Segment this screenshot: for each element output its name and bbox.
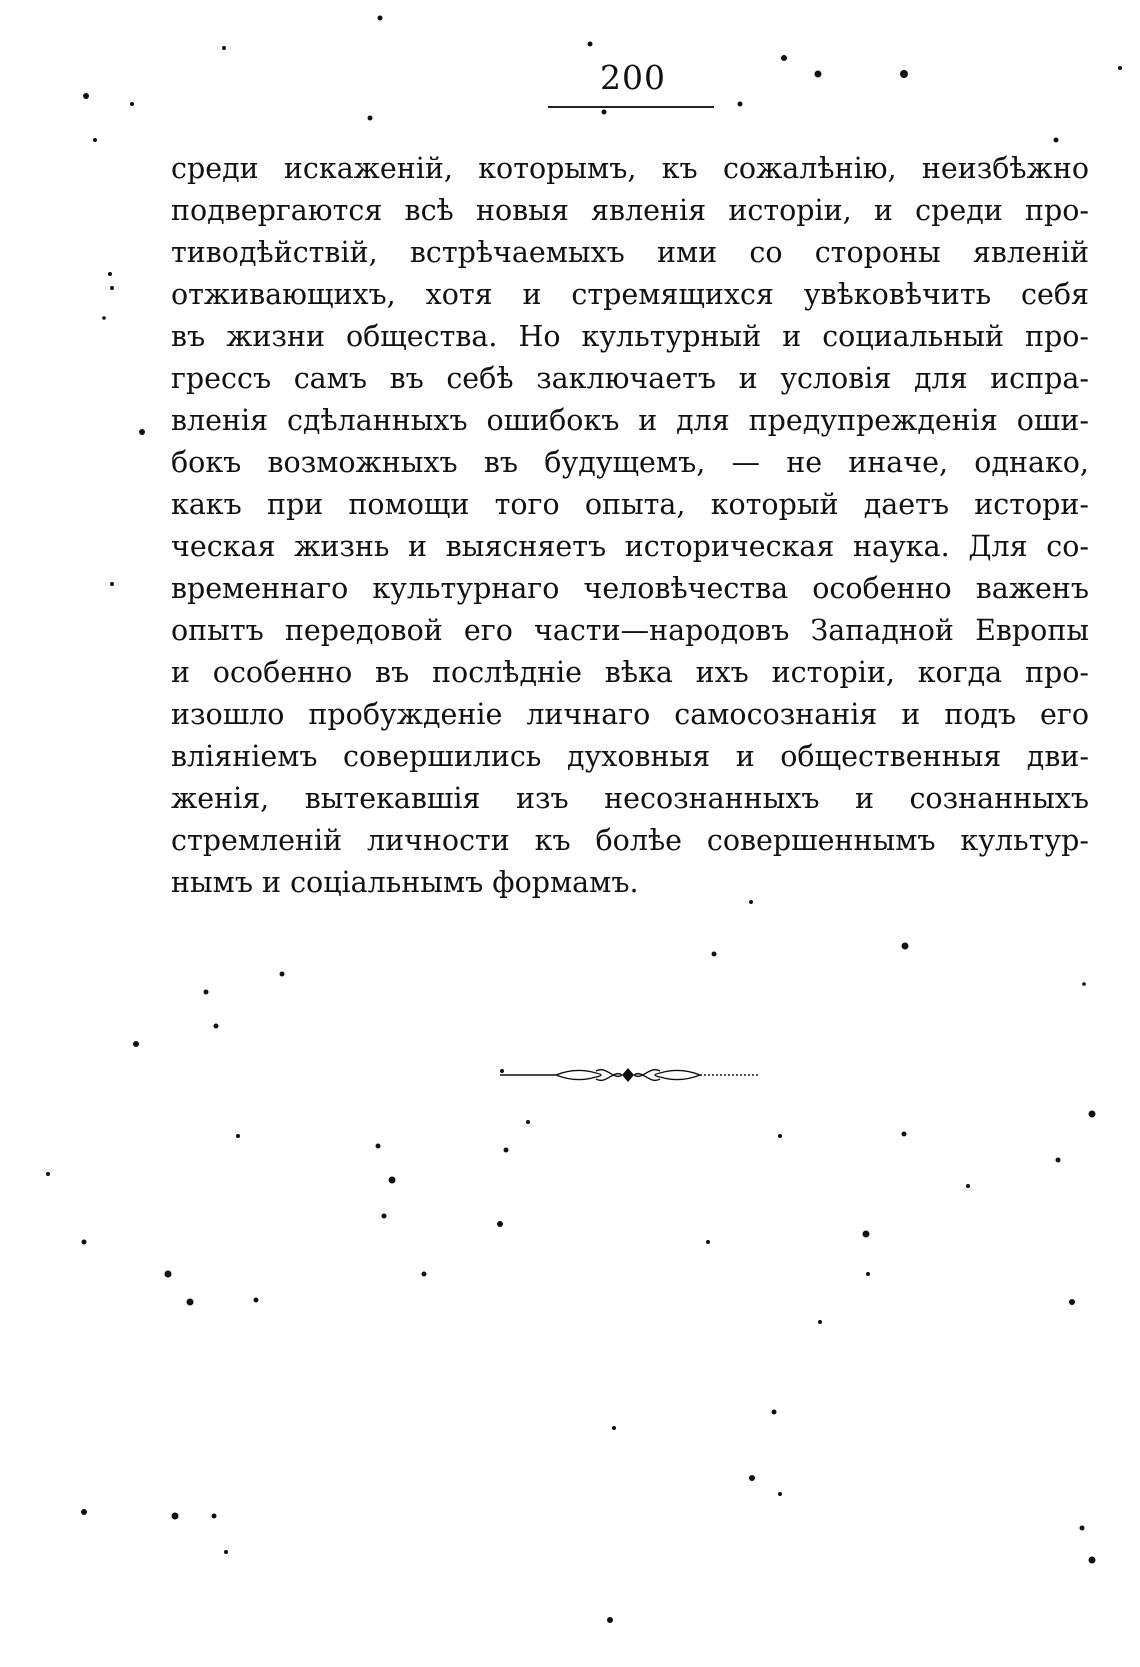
decorative-tailpiece-icon	[496, 1061, 760, 1089]
text-line: отживающихъ, хотя и стремящихся увѣковѣчить себя	[171, 278, 1089, 311]
text-line: временнаго культурнаго человѣчества особенно важенъ	[171, 572, 1089, 605]
text-line: опытъ передовой его части—народовъ Западной Европы	[171, 614, 1089, 647]
text-line: въ жизни общества. Но культурный и социальный про-	[171, 320, 1089, 353]
header-rule	[548, 106, 714, 108]
text-line: изошло пробужденіе личнаго самосознанія и подъ его	[171, 698, 1089, 731]
text-line: стремленій личности къ болѣе совершеннымъ культур-	[171, 824, 1089, 857]
text-line: среди искаженій, которымъ, къ сожалѣнію, неизбѣжно	[171, 152, 1089, 185]
text-line: тиводѣйствій, встрѣчаемыхъ ими со стороны явленій	[171, 236, 1089, 269]
body-paragraph	[171, 148, 1089, 904]
text-line: вленія сдѣланныхъ ошибокъ и для предупрежденія оши-	[171, 404, 1089, 437]
text-line: вліяніемъ совершились духовныя и общественныя дви-	[171, 740, 1089, 773]
text-line-last: нымъ и соціальнымъ формамъ.	[171, 866, 639, 899]
text-line: подвергаются всѣ новыя явленія исторіи, и среди про-	[171, 194, 1089, 227]
text-line: ческая жизнь и выясняетъ историческая наука. Для со-	[171, 530, 1089, 563]
text-line: какъ при помощи того опыта, который даетъ истори-	[171, 488, 1089, 521]
text-line: женія, вытекавшія изъ несознанныхъ и сознанныхъ	[171, 782, 1089, 815]
text-line: грессъ самъ въ себѣ заключаетъ и условія для испра-	[171, 362, 1089, 395]
page-number: 200	[600, 58, 666, 97]
text-line: бокъ возможныхъ въ будущемъ, — не иначе, однако,	[171, 446, 1089, 479]
text-line: и особенно въ послѣдніе вѣка ихъ исторіи, когда про-	[171, 656, 1089, 689]
